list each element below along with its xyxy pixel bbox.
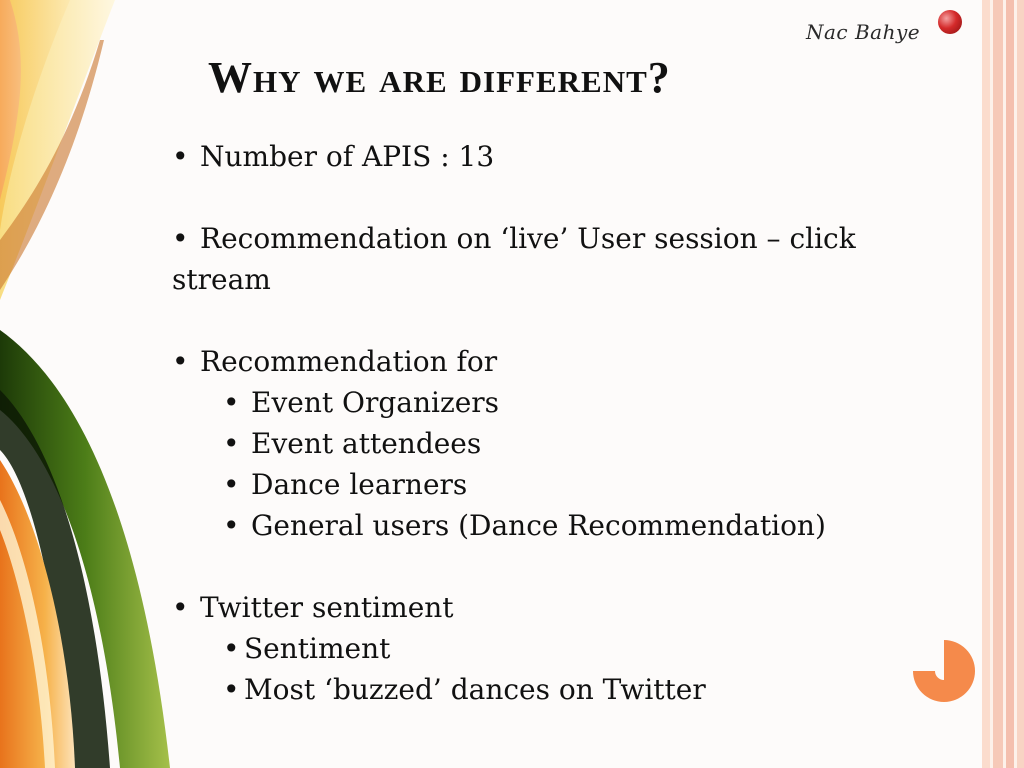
bullet-live-session: • Recommendation on ‘live’ User session – click (172, 218, 892, 259)
sub-bullet-general-users: • General users (Dance Recommendation) (172, 505, 892, 546)
logo-ball-icon (938, 10, 962, 34)
right-stripes (982, 0, 1024, 768)
sub-bullet-dance-learners: • Dance learners (172, 464, 892, 505)
bullet-apis: • Number of APIS : 13 (172, 136, 892, 177)
bullet-list (172, 136, 892, 710)
logo (806, 8, 974, 70)
sub-bullet-event-organizers: • Event Organizers (172, 382, 892, 423)
sub-bullet-buzzed-dances: • Most ‘buzzed’ dances on Twitter (172, 669, 892, 710)
bullet-twitter-sentiment: • Twitter sentiment (172, 587, 892, 628)
orange-circle-icon (913, 640, 975, 702)
slide-title: Why we are different? (208, 53, 671, 102)
bullet-live-session-cont: stream (172, 263, 271, 296)
sub-bullet-event-attendees: • Event attendees (172, 423, 892, 464)
sub-bullet-sentiment: • Sentiment (172, 628, 892, 669)
bullet-recommendation-for: • Recommendation for (172, 341, 892, 382)
logo-text: Nac Bahye (806, 20, 921, 44)
